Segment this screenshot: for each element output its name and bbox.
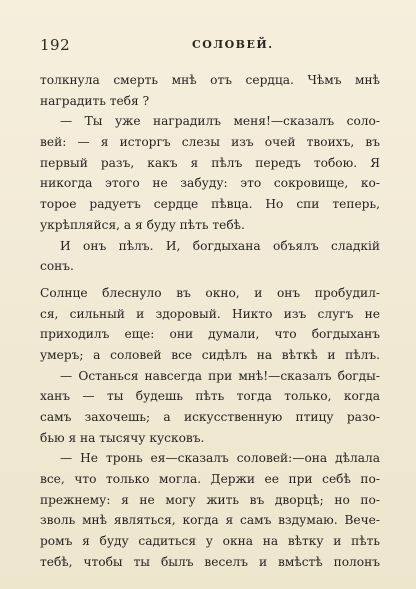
text-line: все, что только могла. Держи ее при себѣ по- [40,472,380,487]
text-line: умеръ; а соловей все сидѣлъ на вѣткѣ и пѣлъ. [40,347,380,362]
text-line: ромъ я буду садиться у окна на вѣтку и пѣть [40,534,380,549]
text-line: наградить тебя ? [40,93,150,108]
text-line: торое радуетъ сердце пѣвца. Но спи теперь, [40,197,380,212]
text-line: никогда этого не забуду: это сокровище, ко- [40,176,380,191]
text-line: сонъ. [40,259,74,274]
text-line: самъ захочешь; а искусственную птицу разо- [40,410,380,424]
page-number: 192 [40,36,71,54]
text-line: приходилъ еще: они думали, что богдыханъ [40,327,380,342]
page-header [40,36,380,58]
text-line: прежнему: я не могу жить въ дворцѣ; но по- [40,492,380,507]
text-line: И онъ пѣлъ. И, богдыхана объялъ сладкій [60,238,380,253]
text-line: бью я на тысячу кусковъ. [40,430,205,445]
text-line: ханъ — ты будешь пѣть тогда только, когда [40,389,380,404]
text-line: вей: — я исторгъ слезы изъ очей твоихъ, въ [40,135,380,150]
body-text [40,70,380,573]
text-line: тебѣ, чтобы ты былъ веселъ и вмѣстѣ полонъ [40,554,380,569]
text-line: первый разъ, какъ я пѣлъ передъ тобою. Я [40,155,380,170]
text-line: толкнула смерть мнѣ отъ сердца. Чѣмъ мнѣ [40,73,380,87]
running-head: СОЛОВЕЙ. [192,38,274,51]
text-line: Солнце блеснуло въ окно, и онъ пробудил- [40,285,380,300]
text-line: — Ты уже наградилъ меня!—сказалъ соло- [60,114,380,129]
text-line: — Не тронь ея—сказалъ соловей:—она дѣлала [60,451,380,466]
text-line: зволь мнѣ являться, когда я самъ вздумаю. Вече- [40,513,380,528]
text-line: ся, сильный и здоровый. Никто изъ слугъ не [40,306,380,321]
text-line: укрѣпляйся, а я буду пѣть тебѣ. [40,217,245,232]
text-line: — Останься навсегда при мнѣ!—сказалъ богды- [60,368,380,383]
